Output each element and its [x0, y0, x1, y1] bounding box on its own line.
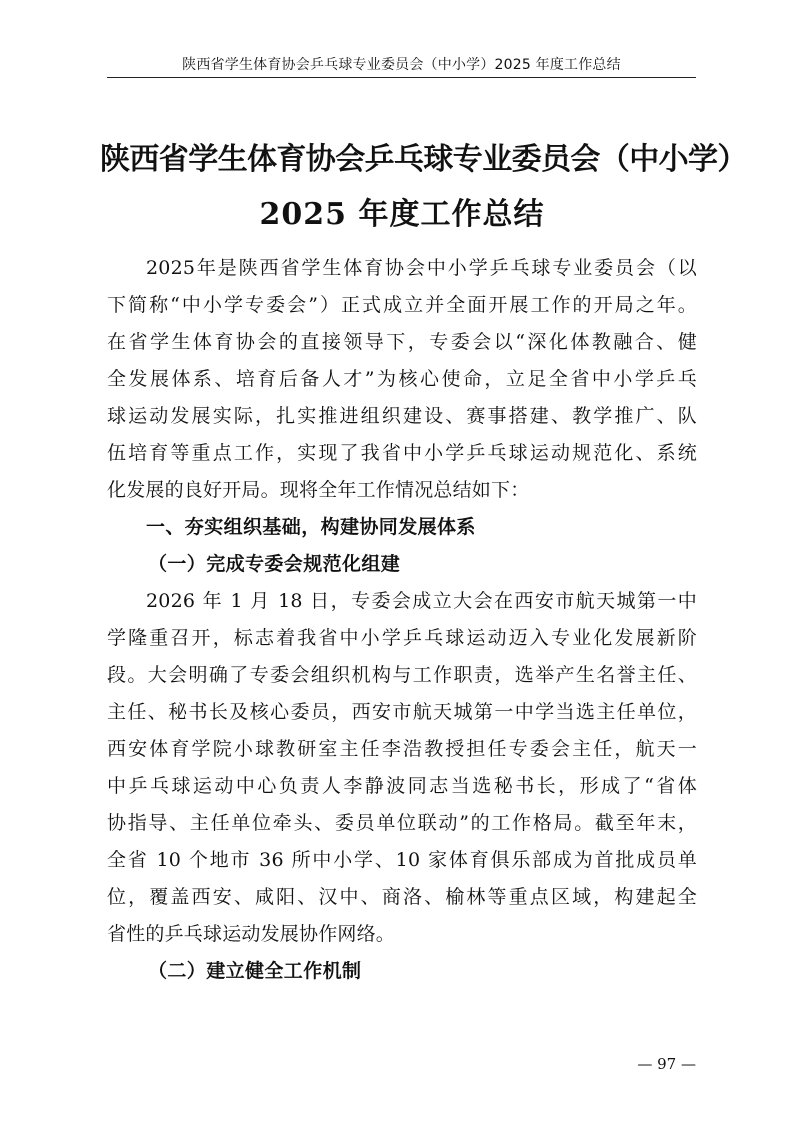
section-heading: 一、夯实组织基础，构建协同发展体系 — [146, 516, 476, 538]
subsection-heading: （二）建立健全工作机制 — [148, 960, 362, 982]
running-header: 陕西省学生体育协会乒乓球专业委员会（中小学）2025 年度工作总结 — [182, 57, 621, 73]
document-title-line-1: 陕西省学生体育协会乒乓球专业委员会（中小学） — [100, 142, 747, 177]
body-line: 中乒乓球运动中心负责人李静波同志当选秘书长，形成了“省体 — [107, 775, 697, 797]
body-line: 省性的乒乓球运动发展协作网络。 — [107, 923, 396, 945]
body-line: 位，覆盖西安、咸阳、汉中、商洛、榆林等重点区域，构建起全 — [107, 886, 697, 908]
intro-line: 球运动发展实际，扎实推进组织建设、赛事搭建、教学推广、队 — [107, 405, 697, 427]
body-line: 段。大会明确了专委会组织机构与工作职责，选举产生名誉主任、 — [107, 664, 697, 686]
body-line: 全省 10 个地市 36 所中小学、10 家体育俱乐部成为首批成员单 — [107, 849, 697, 871]
subsection-heading: （一）完成专委会规范化组建 — [148, 553, 401, 575]
body-line: 主任、秘书长及核心委员，西安市航天城第一中学当选主任单位， — [107, 701, 697, 723]
intro-line: 化发展的良好开局。现将全年工作情况总结如下： — [107, 479, 530, 501]
intro-line: 在省学生体育协会的直接领导下，专委会以“深化体教融合、健 — [107, 331, 697, 353]
document-title-line-2: 2025 年度工作总结 — [259, 197, 545, 232]
intro-line: 全发展体系、培育后备人才”为核心使命，立足全省中小学乒乓 — [107, 368, 697, 390]
intro-line: 2025年是陕西省学生体育协会中小学乒乓球专业委员会（以 — [146, 257, 697, 279]
body-line: 学隆重召开，标志着我省中小学乒乓球运动迈入专业化发展新阶 — [107, 627, 697, 649]
header-rule — [107, 77, 696, 78]
intro-line: 下简称“中小学专委会”）正式成立并全面开展工作的开局之年。 — [107, 294, 697, 316]
page-number: — 97 — — [637, 1055, 696, 1073]
body-line: 协指导、主任单位牵头、委员单位联动”的工作格局。截至年末， — [107, 812, 697, 834]
body-line: 西安体育学院小球教研室主任李浩教授担任专委会主任，航天一 — [107, 738, 697, 760]
intro-line: 伍培育等重点工作，实现了我省中小学乒乓球运动规范化、系统 — [107, 442, 697, 464]
body-line: 2026 年 1 月 18 日，专委会成立大会在西安市航天城第一中 — [146, 590, 697, 612]
